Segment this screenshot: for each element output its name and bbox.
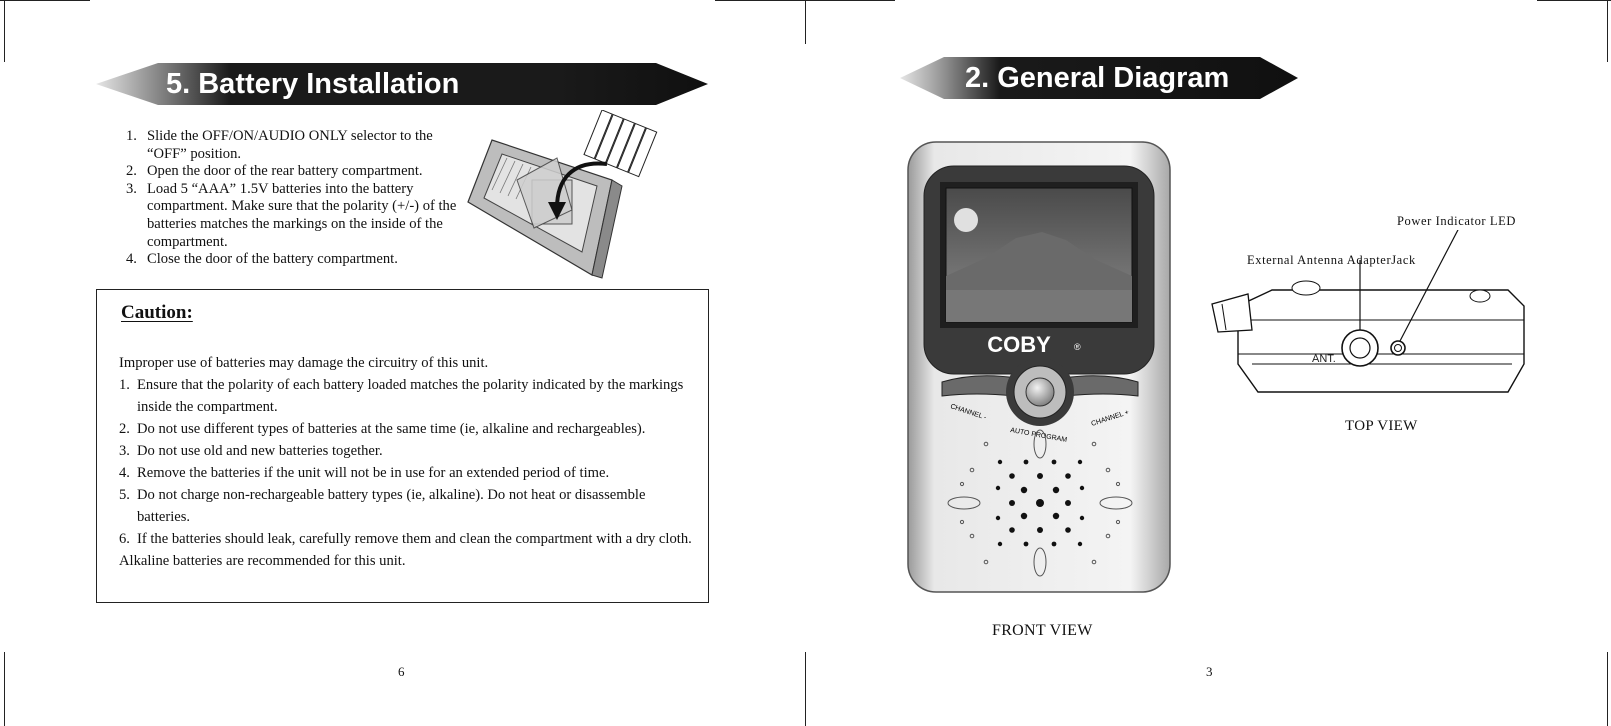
crop-mark	[805, 652, 806, 726]
power-led-label: Power Indicator LED	[1397, 214, 1517, 228]
item-text: Remove the batteries if the unit will not be in use for an extended period of time.	[137, 465, 610, 481]
step-text: Slide the OFF/ON/AUDIO ONLY selector to the “OFF” position.	[147, 128, 433, 162]
page-title: 2. General Diagram	[965, 62, 1230, 94]
step-number: 3.	[126, 180, 137, 197]
top-view-caption: TOP VIEW	[1345, 418, 1418, 434]
crop-mark	[4, 652, 5, 726]
item-number: 3.	[119, 443, 130, 459]
item-number: 4.	[119, 465, 130, 481]
item-text: Do not charge non-rechargeable battery types (ie, alkaline). Do not heat or disassemble batteries.	[137, 487, 646, 525]
crop-mark	[715, 0, 895, 1]
list-item	[126, 181, 466, 251]
item-text: Ensure that the polarity of each battery loaded matches the polarity indicated by the markings inside the compartment.	[137, 377, 684, 415]
list-item	[119, 528, 699, 550]
step-number: 4.	[126, 251, 137, 268]
list-item	[126, 251, 466, 269]
crop-mark	[4, 0, 5, 62]
list-item	[126, 163, 466, 181]
crop-mark	[1607, 0, 1608, 62]
crop-mark	[0, 0, 90, 1]
device-front-view	[906, 140, 1174, 596]
channel-minus-label: CHANNEL -	[949, 403, 988, 422]
brand-logo: COBY	[987, 332, 1051, 357]
ant-label: ANT.	[1312, 353, 1336, 365]
list-item	[119, 374, 699, 418]
page-title: 5. Battery Installation	[166, 68, 460, 100]
caution-intro: Improper use of batteries may damage the circuitry of this unit.	[119, 355, 489, 371]
item-number: 1.	[119, 377, 130, 393]
section-banner	[900, 57, 1298, 99]
crop-mark	[1537, 0, 1611, 1]
item-text: Do not use different types of batteries at the same time (ie, alkaline and rechargeables).	[137, 421, 646, 437]
item-text: If the batteries should leak, carefully remove them and clean the compartment with a dry cloth.	[137, 531, 692, 547]
step-text: Close the door of the battery compartment.	[147, 251, 398, 268]
section-banner	[96, 63, 708, 105]
registered-mark: ®	[1074, 342, 1081, 352]
step-text: Open the door of the rear battery compartment.	[147, 163, 423, 180]
auto-program-label: AUTO PROGRAM	[1009, 427, 1068, 444]
caution-outro: Alkaline batteries are recommended for this unit.	[119, 553, 406, 569]
list-item	[126, 128, 466, 163]
item-number: 6.	[119, 531, 130, 547]
step-number: 1.	[126, 128, 137, 144]
list-item	[119, 462, 699, 484]
item-number: 2.	[119, 421, 130, 437]
item-number: 5.	[119, 487, 130, 503]
antenna-jack-label: External Antenna AdapterJack	[1247, 253, 1416, 267]
page-number: 6	[398, 664, 405, 679]
caution-body	[119, 352, 699, 572]
step-number: 2.	[126, 163, 137, 180]
caution-title: Caution:	[121, 302, 193, 323]
front-view-caption: FRONT VIEW	[992, 622, 1093, 639]
channel-plus-label: CHANNEL +	[1090, 409, 1130, 428]
crop-mark	[805, 0, 806, 44]
battery-compartment-illustration	[462, 110, 684, 280]
caution-box	[96, 289, 709, 603]
list-item	[119, 484, 699, 528]
item-text: Do not use old and new batteries together.	[137, 443, 383, 459]
step-text: Load 5 “AAA” 1.5V batteries into the battery compartment. Make sure that the polarity (+/-) of the batteries matches the markings on the inside of the compartment.	[147, 180, 457, 250]
list-item	[119, 440, 699, 462]
installation-steps	[126, 128, 466, 269]
crop-mark	[1607, 652, 1608, 726]
page-number: 3	[1206, 664, 1213, 679]
list-item	[119, 418, 699, 440]
